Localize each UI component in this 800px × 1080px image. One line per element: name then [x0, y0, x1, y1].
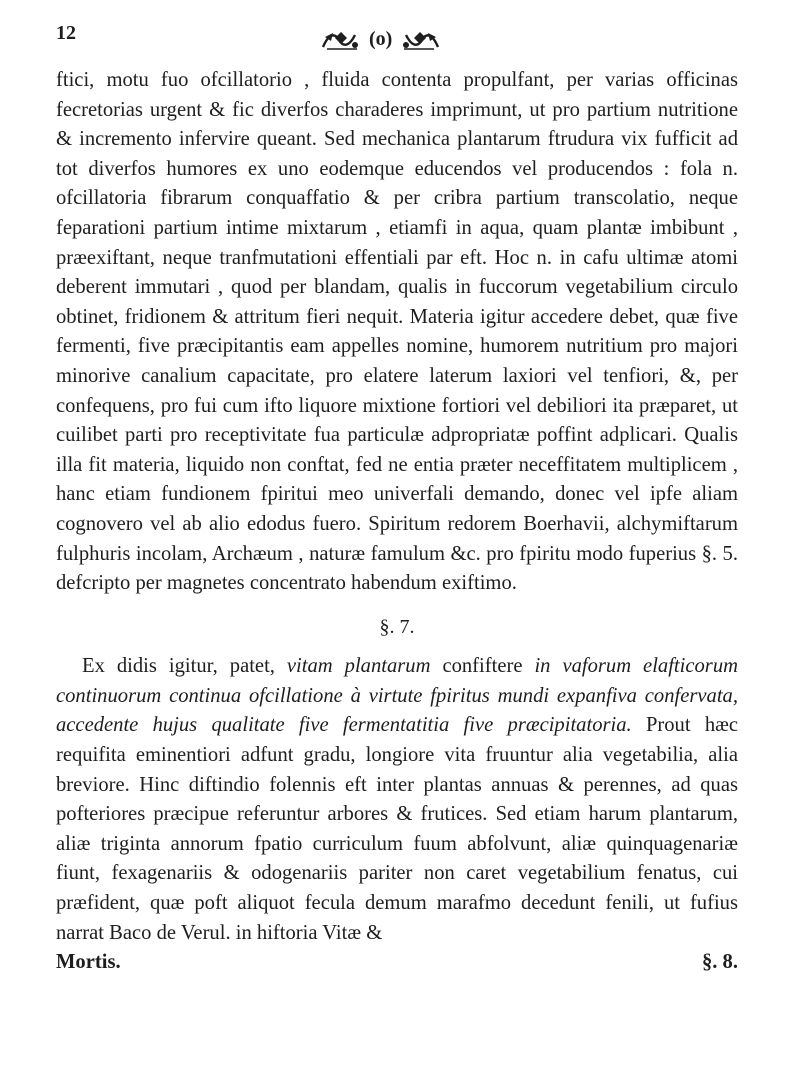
paragraph-2	[56, 652, 738, 948]
paragraph-2-italic-1: vitam plantarum	[286, 655, 431, 678]
last-line-word: Mortis.	[56, 951, 121, 974]
page-header	[56, 0, 738, 66]
paragraph-1: ftici, motu fuo ofcillatorio , fluida contenta propulfant, per varias officinas fecretorias urgent & fic diverfos charaderes imprimunt, ut pro partium nutritione & incremento infervire queant. Sed mechanica plantarum ftrudura vix fufficit ad tot diverfos humores ex uno eodemque educendos vel producendos : fola n. ofcillatoria fibrarum conquaffatio & per cribra partium transcolatio, neque feparationi partium intime mixtarum , etiamfi in aqua, quam plantæ imbibunt , præexiftant, neque tranfmutationi effentiali par eft. Hoc n. in cafu ultimæ atomi deberent immutari , quod per blandam, qualis in fuccorum vegetabilium circulo obtinet, fridionem & attritum fieri nequit. Materia igitur accedere debet, quæ five fermenti, five præcipitantis eam appelles nomine, humorem nutritium pro majori minorive canalium capacitate, pro elatere laterum laxiori vel tenfiori, &, per confequens, pro fui cum ifto liquore mixtione fortiori vel debiliori ita præparet, ut cuilibet parti pro receptivitate fua particulæ adpropriatæ poffint adplicari. Qualis illa fit materia, liquido non conftat, fed ne entia præter neceffitatem multiplicem , hanc etiam fundionem fpiritui meo univerfali demando, donec vel ipfe aliam cognovero vel ab alio edodus fuero. Spiritum redorem Boerhavii, alchymiftarum fulphuris incolam, Archæum , naturæ famulum &c. pro fpiritu modo fuperius §. 5. defcripto per magnetes concentrato habendum exiftimo.	[56, 69, 738, 595]
page-body	[56, 66, 738, 978]
last-line	[56, 948, 738, 978]
paragraph-2-tail: Prout hæc requifita eminentiori adfunt gradu, longiore vita fruuntur alia vegetabilia, alia breviore. Hinc diftindio folennis eft inter plantas annuas & perennes, ad quas pofteriores præcipue referuntur arbores & frutices. Sed etiam harum plantarum, aliæ triginta annorum fpatio curriculum fuum abfolvunt, aliæ quinquagenariæ fiunt, fexagenariis & odogenariis pariter non caret vegetabilium fenatus, cui præfident, quæ poft aliquot fecula demum marafmo decedunt fenili, ut fufius narrat Baco de Verul. in hiftoria Vitæ &	[56, 714, 738, 944]
paragraph-2-mid: confiftere	[430, 655, 535, 678]
right-flourish-icon	[400, 29, 440, 51]
left-flourish-icon	[321, 29, 361, 51]
header-ornament	[321, 28, 440, 51]
paragraph-2-lead: Ex didis igitur, patet,	[82, 655, 287, 678]
page-number: 12	[56, 22, 76, 44]
catchword: §. 8.	[701, 951, 738, 974]
ornament-mark: (o)	[369, 28, 393, 50]
section-heading: §. 7.	[379, 615, 415, 638]
paragraph-2-italic-2: in vaforum elafticorum continuorum continua ofcillatione à virtute fpiritus mundi expanfiva confervata, accedente hujus qualitate five fermentatitia five præcipitatoria.	[56, 655, 738, 737]
